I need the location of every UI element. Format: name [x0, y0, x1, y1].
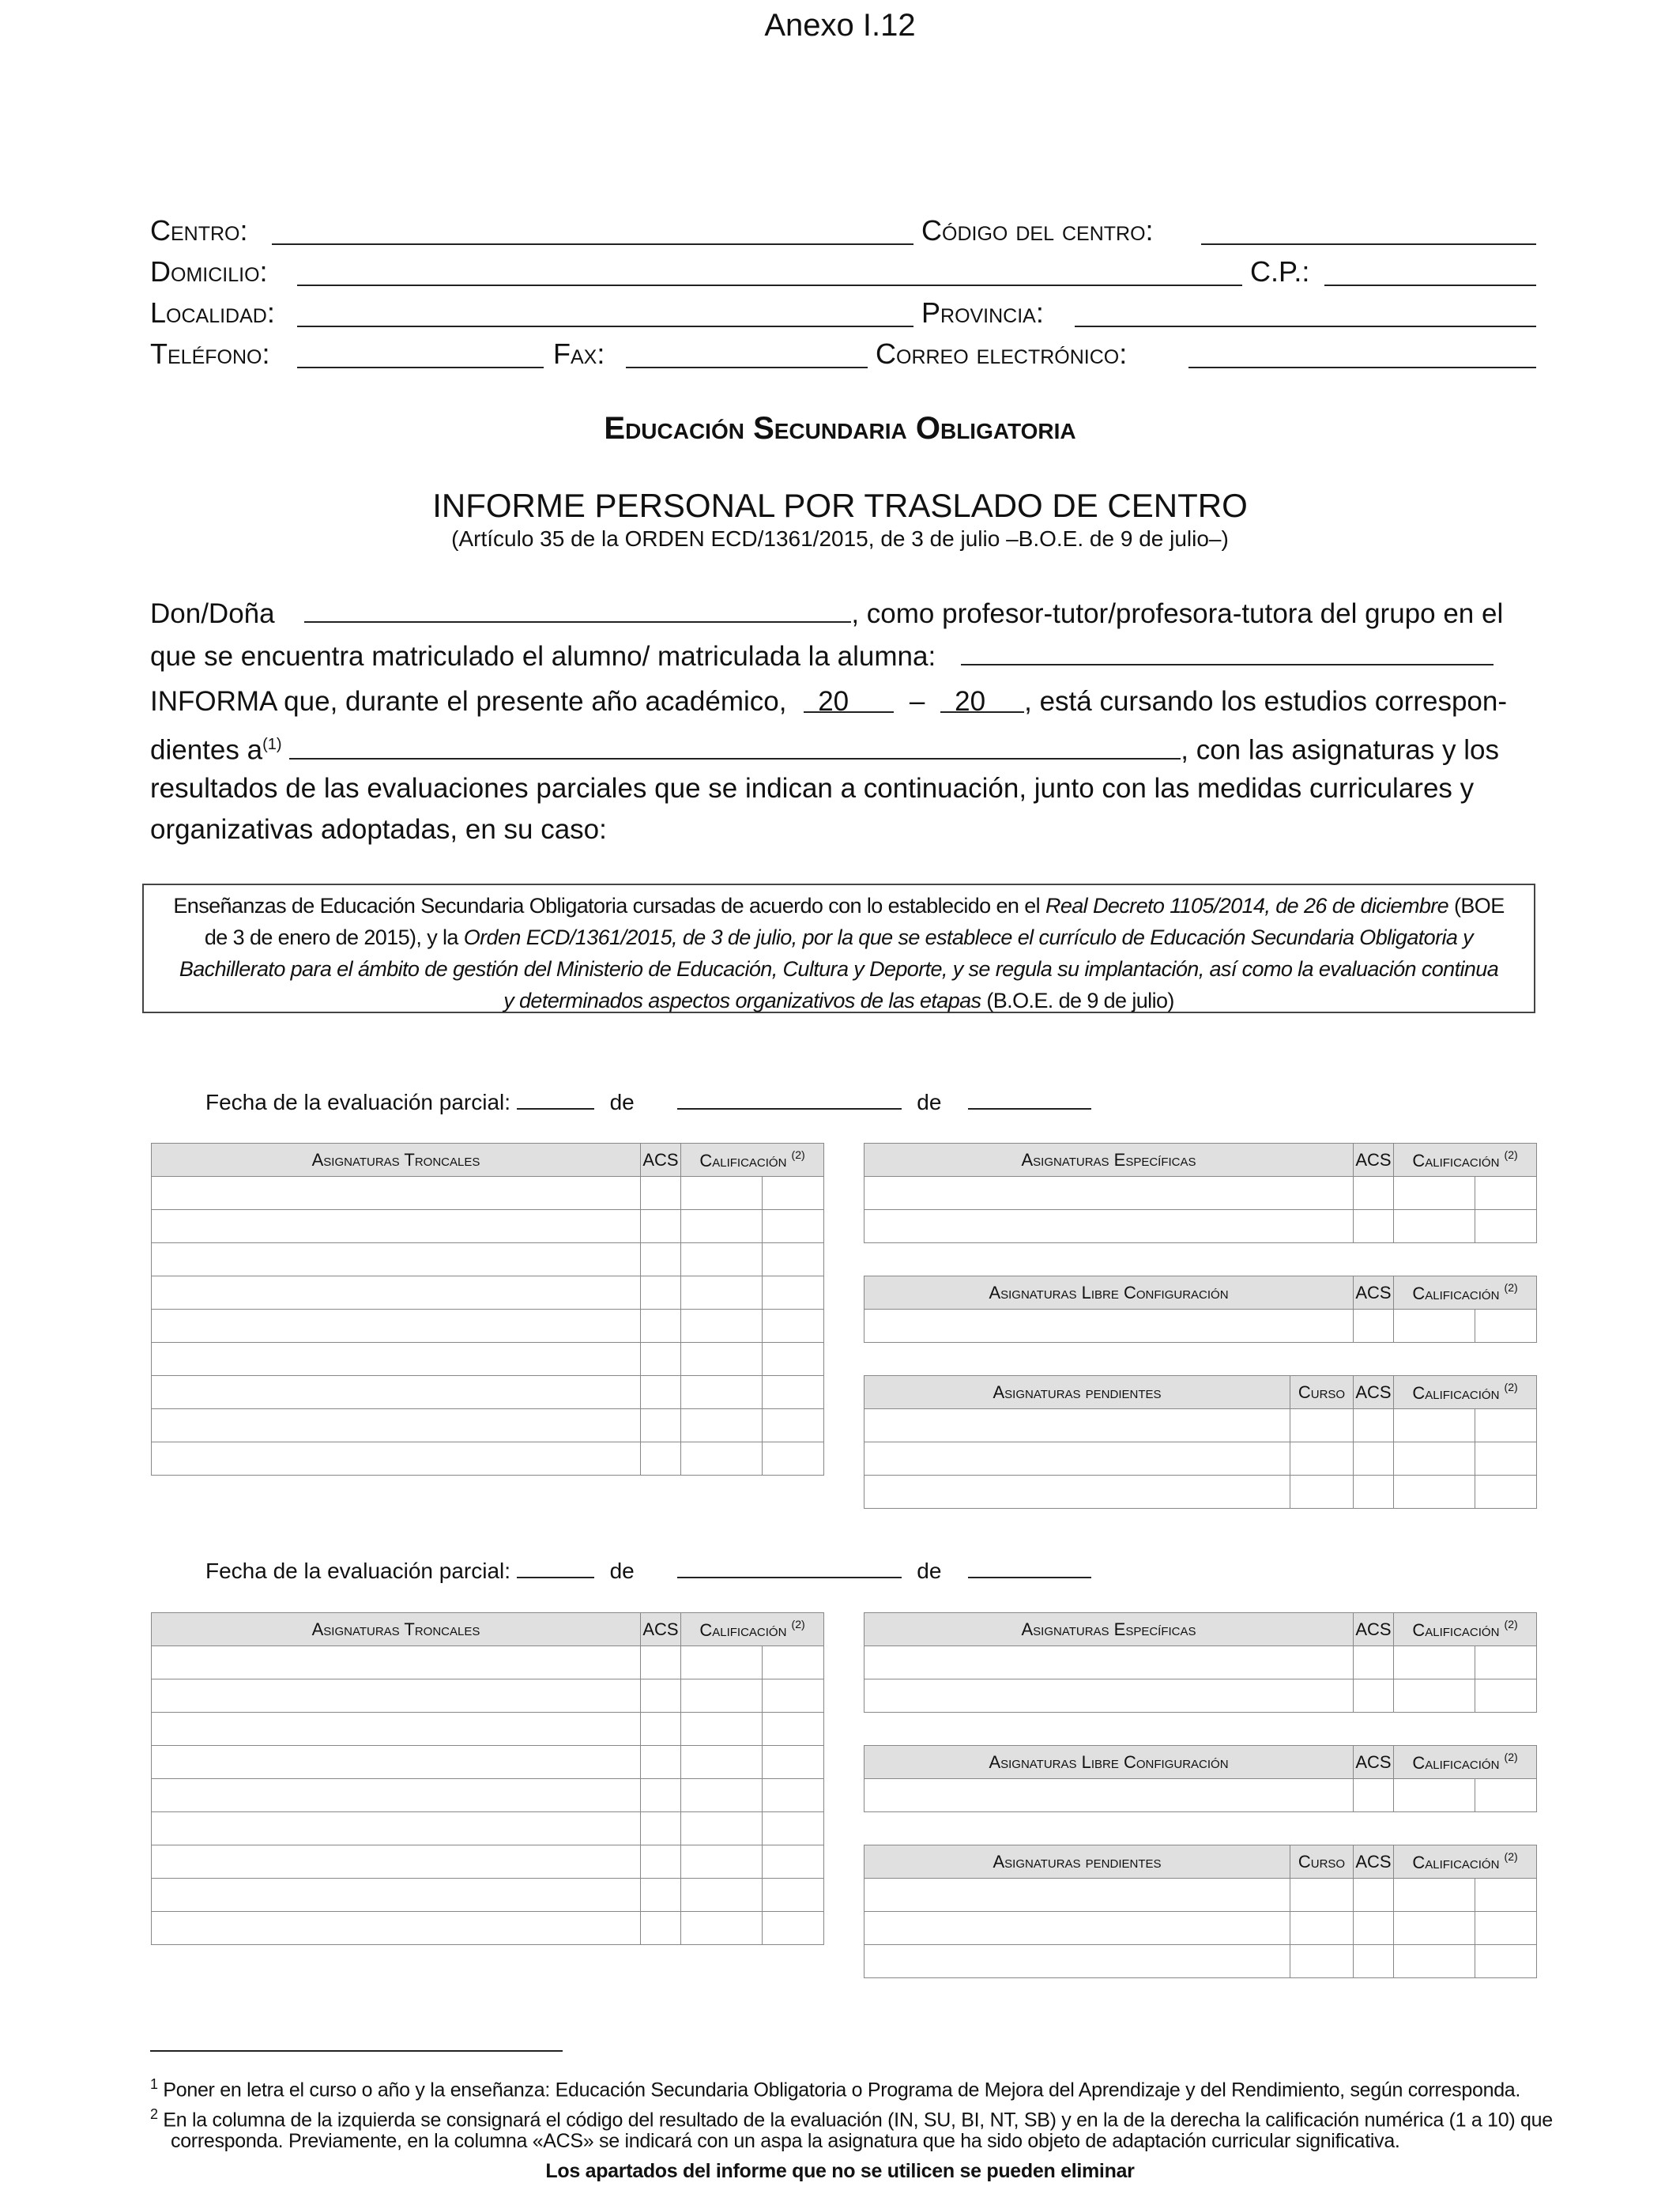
calificacion-header: Calificación $^{(2)}$	[1394, 1276, 1537, 1310]
table-row	[864, 1177, 1537, 1210]
table-row	[152, 1713, 824, 1746]
acs-header: ACS	[1354, 1376, 1394, 1409]
calificacion-header: Calificación $^{(2)}$	[1394, 1613, 1537, 1646]
correo-label: Correo electrónico:	[876, 337, 1128, 370]
report-title: INFORME PERSONAL POR TRASLADO DE CENTRO	[432, 487, 1248, 524]
libre-header: Asignaturas Libre Configuración	[864, 1276, 1354, 1310]
calificacion-header: Calificación $^{(2)}$	[1394, 1845, 1537, 1879]
fax-label: Fax:	[553, 337, 605, 370]
troncales-table-2	[151, 1612, 824, 1945]
provincia-field[interactable]	[1075, 326, 1536, 327]
calificacion-header: Calificación $^{(2)}$	[1394, 1746, 1537, 1779]
fecha-day-field-2[interactable]	[517, 1556, 594, 1578]
table-row	[152, 1409, 824, 1442]
provincia-label: Provincia:	[921, 296, 1044, 329]
troncales-header: Asignaturas Troncales	[152, 1144, 641, 1177]
year-start-field[interactable]: 20	[804, 686, 894, 713]
table-row	[864, 1912, 1537, 1945]
table-row	[152, 1376, 824, 1409]
fecha-year-field-2[interactable]	[968, 1556, 1091, 1578]
report-subtitle: (Artículo 35 de la ORDEN ECD/1361/2015, de 3 de julio –B.O.E. de 9 de julio–)	[451, 526, 1229, 551]
acs-header: ACS	[1354, 1845, 1394, 1879]
table-row	[152, 1912, 824, 1945]
troncales-table-1	[151, 1143, 824, 1476]
libre-header: Asignaturas Libre Configuración	[864, 1746, 1354, 1779]
footnote-separator	[150, 2050, 563, 2052]
body-line-2: que se encuentra matriculado el alumno/ matriculada la alumna:	[150, 639, 1494, 673]
domicilio-field[interactable]	[297, 285, 1242, 286]
body-line-4: dientes $a^{(1)}$ , con las asignaturas y los	[150, 729, 1499, 767]
localidad-field[interactable]	[297, 326, 913, 327]
body-line-5: resultados de las evaluaciones parciales que se indican a continuación, junto con las medidas curriculares y	[150, 773, 1475, 804]
table-row	[864, 1879, 1537, 1912]
fecha-month-field-2[interactable]	[677, 1556, 902, 1578]
footnote-ref-1: (1)	[262, 736, 282, 753]
centro-label: Centro:	[150, 214, 248, 247]
fax-field[interactable]	[626, 367, 868, 368]
telefono-label: Teléfono:	[150, 337, 270, 370]
body-line-1: Don/Doña , como profesor-tutor/profesora-tutora del grupo en el	[150, 596, 1503, 630]
calificacion-header: Calificación $^{(2)}$	[681, 1613, 824, 1646]
acs-header: ACS	[641, 1144, 681, 1177]
acs-header: ACS	[641, 1613, 681, 1646]
curso-header: Curso	[1290, 1845, 1354, 1879]
calificacion-header: Calificación $^{(2)}$	[1394, 1376, 1537, 1409]
curso-header: Curso	[1290, 1376, 1354, 1409]
table-row	[152, 1243, 824, 1276]
troncales-header: Asignaturas Troncales	[152, 1613, 641, 1646]
teacher-name-field[interactable]	[304, 596, 851, 623]
footnote-2: $^2$ En la columna de la izquierda se consignará el código del resultado de la evaluación (IN, SU, BI, NT, SB) y en la de la derecha la calificación numérica (1 a 10) que	[150, 2106, 1553, 2132]
table-row	[864, 1945, 1537, 1978]
annex-label: Anexo I.12	[764, 8, 916, 43]
stage-title: Educación Secundaria Obligatoria	[604, 411, 1076, 446]
table-row	[152, 1310, 824, 1343]
fecha-day-field-1[interactable]	[517, 1088, 594, 1110]
table-row	[152, 1812, 824, 1845]
acs-header: ACS	[1354, 1613, 1394, 1646]
body-line-3: INFORMA que, durante el presente año académico, 20 – 20 , está cursando los estudios correspon-	[150, 686, 1508, 717]
table-row	[152, 1442, 824, 1476]
table-row	[152, 1679, 824, 1713]
domicilio-label: Domicilio:	[150, 255, 268, 288]
fecha-year-field-1[interactable]	[968, 1088, 1091, 1110]
studies-field[interactable]	[289, 733, 1181, 760]
fecha-line-2: Fecha de la evaluación parcial: de de	[205, 1556, 1091, 1585]
pendientes-header: Asignaturas pendientes	[864, 1845, 1290, 1879]
centro-field[interactable]	[272, 243, 913, 245]
fecha-month-field-1[interactable]	[677, 1088, 902, 1110]
student-name-field[interactable]	[961, 639, 1494, 665]
table-row	[864, 1409, 1537, 1442]
table-row	[152, 1879, 824, 1912]
table-row	[864, 1310, 1537, 1343]
localidad-label: Localidad:	[150, 296, 275, 329]
calificacion-header: Calificación $^{(2)}$	[1394, 1144, 1537, 1177]
year-end-field[interactable]: 20	[940, 686, 1024, 713]
table-row	[152, 1746, 824, 1779]
telefono-field[interactable]	[297, 367, 544, 368]
correo-field[interactable]	[1188, 367, 1536, 368]
right-table-1	[864, 1143, 1537, 1509]
footnote-1: $^1$ Poner en letra el curso o año y la enseñanza: Educación Secundaria Obligatoria o Programa de Mejora del Aprendizaje y del Rendimiento, según corresponda.	[150, 2076, 1521, 2102]
cp-field[interactable]	[1324, 285, 1536, 286]
acs-header: ACS	[1354, 1746, 1394, 1779]
acs-header: ACS	[1354, 1144, 1394, 1177]
codigo-field[interactable]	[1201, 243, 1536, 245]
table-row	[152, 1343, 824, 1376]
unused-sections-note: Los apartados del informe que no se utilicen se pueden eliminar	[545, 2160, 1135, 2182]
calificacion-header: Calificación $^{(2)}$	[681, 1144, 824, 1177]
acs-header: ACS	[1354, 1276, 1394, 1310]
cp-label: C.P.:	[1250, 255, 1310, 288]
body-line-6: organizativas adoptadas, en su caso:	[150, 814, 607, 845]
codigo-label: Código del centro:	[921, 214, 1154, 247]
right-table-2	[864, 1612, 1537, 1978]
table-row	[152, 1646, 824, 1679]
pendientes-header: Asignaturas pendientes	[864, 1376, 1290, 1409]
table-row	[864, 1646, 1537, 1679]
especificas-header: Asignaturas Específicas	[864, 1613, 1354, 1646]
especificas-header: Asignaturas Específicas	[864, 1144, 1354, 1177]
footnote-2-cont: corresponda. Previamente, en la columna «ACS» se indicará con un aspa la asignatura que ha sido objeto de adaptación curricular significativa.	[171, 2130, 1400, 2152]
table-row	[864, 1210, 1537, 1243]
table-row	[152, 1276, 824, 1310]
table-row	[152, 1210, 824, 1243]
table-row	[864, 1442, 1537, 1476]
table-row	[152, 1177, 824, 1210]
table-row	[152, 1779, 824, 1812]
table-row	[152, 1845, 824, 1879]
table-row	[864, 1476, 1537, 1509]
legal-reference-box: Enseñanzas de Educación Secundaria Obligatoria cursadas de acuerdo con lo establecido en el Real Decreto 1105/2014, de 26 de diciembre (BOE de 3 de enero de 2015), y la Orden ECD/1361/2015, de 3 de julio, por la que se establece el currículo de Educación Secundaria Obligatoria y Bachillerato para el ámbito de gestión del Ministerio de Educación, Cultura y Deporte, y se regula su implantación, así como la evaluación continua y determinados aspectos organizativos de las etapas (B.O.E. de 9 de julio)	[142, 884, 1535, 1013]
table-row	[864, 1679, 1537, 1713]
table-row	[864, 1779, 1537, 1812]
fecha-line-1: Fecha de la evaluación parcial: de de	[205, 1088, 1091, 1116]
